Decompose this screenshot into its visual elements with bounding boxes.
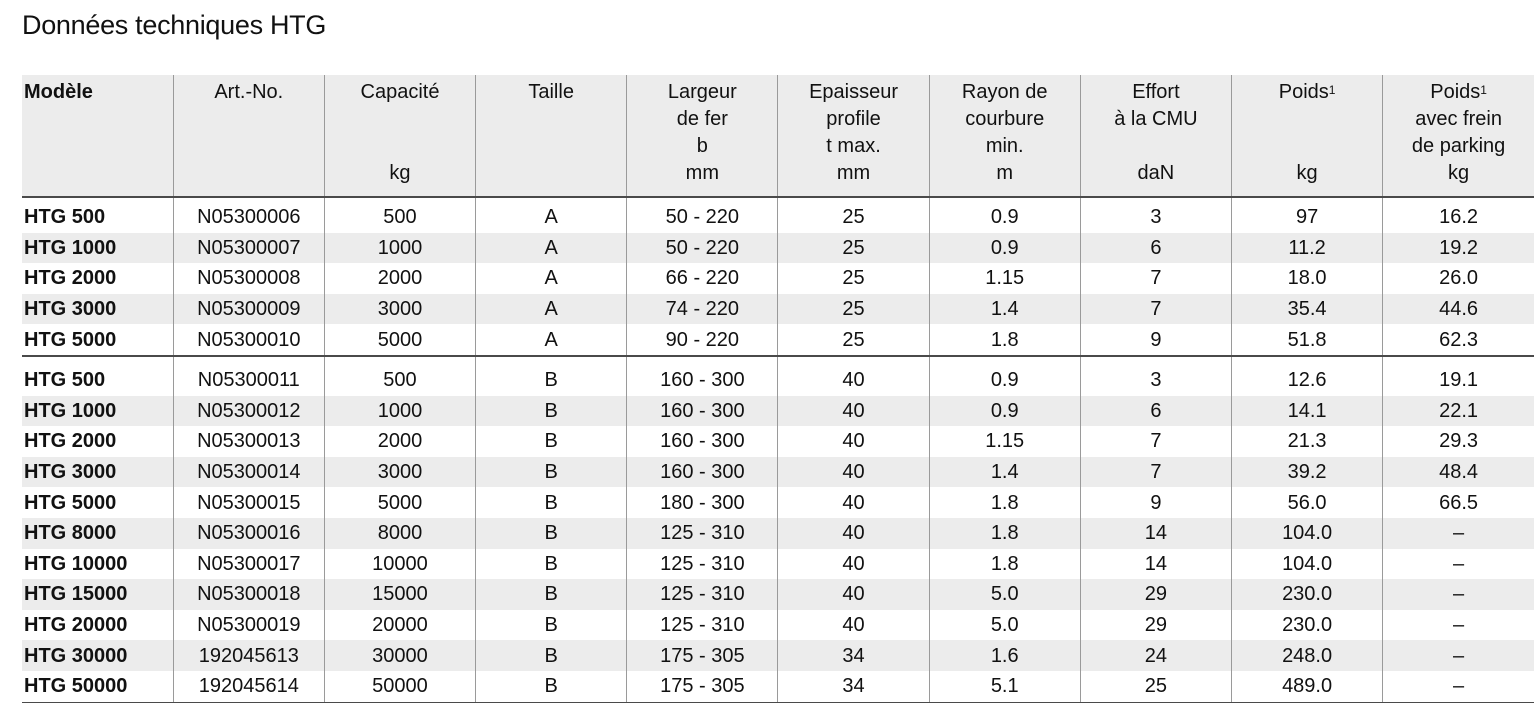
cell-model: HTG 3000 — [24, 461, 117, 484]
header-line: mm — [836, 162, 871, 184]
cell-capacity: 500 — [324, 197, 475, 233]
cell-capacity: 50000 — [324, 671, 475, 702]
cell-bend-radius: 1.8 — [929, 518, 1080, 549]
table-row — [22, 487, 1534, 518]
table-row — [22, 457, 1534, 488]
cell-flange-width: 125 - 310 — [627, 579, 778, 610]
cell-capacity: 30000 — [324, 640, 475, 671]
cell-art-no: N05300017 — [173, 549, 324, 580]
cell-art-no: N05300010 — [173, 324, 324, 356]
header-line — [1234, 79, 1380, 106]
header-line: Capacité — [360, 81, 440, 103]
cell-capacity: 500 — [324, 356, 475, 396]
header-line — [327, 106, 473, 133]
cell-bend-radius: 0.9 — [929, 233, 1080, 264]
header-row — [22, 75, 1534, 197]
cell-flange-width: 66 - 220 — [627, 263, 778, 294]
cell-size: A — [476, 233, 627, 264]
cell-capacity: 1000 — [324, 233, 475, 264]
header-line: m — [996, 162, 1014, 184]
header-line: de parking — [1411, 135, 1506, 157]
header-line: Taille — [528, 81, 574, 103]
cell-model: HTG 2000 — [24, 430, 117, 453]
cell-size: B — [476, 671, 627, 702]
cell-model: HTG 2000 — [24, 267, 117, 290]
cell-effort: 9 — [1080, 487, 1231, 518]
table-header — [22, 75, 1534, 197]
column-header-profile-thickness — [778, 75, 929, 197]
cell-weight: 104.0 — [1232, 518, 1383, 549]
cell-profile-thickness: 40 — [778, 457, 929, 488]
cell-size: B — [476, 518, 627, 549]
cell-weight: 12.6 — [1232, 356, 1383, 396]
cell-capacity: 5000 — [324, 487, 475, 518]
cell-size: B — [476, 549, 627, 580]
cell-weight-parking-brake: – — [1383, 579, 1534, 610]
cell-art-no: N05300014 — [173, 457, 324, 488]
cell-bend-radius: 1.4 — [929, 457, 1080, 488]
cell-effort: 6 — [1080, 233, 1231, 264]
cell-profile-thickness: 34 — [778, 671, 929, 702]
cell-weight-parking-brake: 19.2 — [1383, 233, 1534, 264]
cell-effort: 9 — [1080, 324, 1231, 356]
cell-effort: 14 — [1080, 518, 1231, 549]
cell-profile-thickness: 25 — [778, 324, 929, 356]
cell-effort: 29 — [1080, 579, 1231, 610]
cell-size: B — [476, 640, 627, 671]
cell-size: A — [476, 197, 627, 233]
header-line — [1083, 133, 1229, 160]
cell-profile-thickness: 40 — [778, 426, 929, 457]
cell-capacity: 8000 — [324, 518, 475, 549]
header-line: Largeur — [667, 81, 737, 103]
cell-flange-width: 175 - 305 — [627, 640, 778, 671]
cell-art-no: N05300009 — [173, 294, 324, 325]
header-line — [478, 133, 624, 160]
cell-art-no: N05300015 — [173, 487, 324, 518]
cell-model: HTG 15000 — [24, 583, 128, 606]
cell-model: HTG 5000 — [24, 328, 117, 351]
cell-effort: 3 — [1080, 197, 1231, 233]
header-line: daN — [1137, 162, 1175, 184]
cell-profile-thickness: 40 — [778, 487, 929, 518]
cell-profile-thickness: 40 — [778, 518, 929, 549]
table-body — [22, 197, 1534, 702]
header-line — [24, 133, 171, 160]
cell-weight-parking-brake: – — [1383, 640, 1534, 671]
cell-weight: 39.2 — [1232, 457, 1383, 488]
cell-size: A — [476, 324, 627, 356]
header-line: de fer — [676, 108, 728, 130]
column-header-art-no — [173, 75, 324, 197]
cell-capacity: 10000 — [324, 549, 475, 580]
table-row — [22, 356, 1534, 396]
header-line: kg — [389, 162, 411, 184]
table-row — [22, 579, 1534, 610]
cell-weight-parking-brake: – — [1383, 518, 1534, 549]
cell-art-no: N05300019 — [173, 610, 324, 641]
cell-capacity: 2000 — [324, 263, 475, 294]
table-row — [22, 263, 1534, 294]
table-row — [22, 197, 1534, 233]
cell-size: B — [476, 457, 627, 488]
header-line: mm — [685, 162, 719, 184]
cell-weight: 56.0 — [1232, 487, 1383, 518]
cell-weight-parking-brake: 48.4 — [1383, 457, 1534, 488]
cell-profile-thickness: 40 — [778, 356, 929, 396]
cell-art-no: N05300012 — [173, 396, 324, 427]
cell-weight: 489.0 — [1232, 671, 1383, 702]
cell-flange-width: 175 - 305 — [627, 671, 778, 702]
cell-art-no: N05300013 — [173, 426, 324, 457]
cell-effort: 3 — [1080, 356, 1231, 396]
cell-art-no: 192045614 — [173, 671, 324, 702]
header-line: b — [696, 135, 708, 157]
cell-effort: 14 — [1080, 549, 1231, 580]
cell-profile-thickness: 25 — [778, 294, 929, 325]
cell-art-no: N05300008 — [173, 263, 324, 294]
cell-art-no: N05300007 — [173, 233, 324, 264]
cell-effort: 7 — [1080, 263, 1231, 294]
header-line: kg — [1448, 162, 1470, 184]
cell-model: HTG 1000 — [24, 236, 117, 259]
table-row — [22, 396, 1534, 427]
cell-effort: 25 — [1080, 671, 1231, 702]
header-line — [478, 106, 624, 133]
cell-size: A — [476, 263, 627, 294]
header-line — [1234, 106, 1380, 133]
cell-model: HTG 500 — [22, 356, 173, 396]
cell-effort: 24 — [1080, 640, 1231, 671]
cell-size: B — [476, 426, 627, 457]
cell-weight-parking-brake: 44.6 — [1383, 294, 1534, 325]
header-line: courbure — [965, 108, 1045, 130]
header-line — [176, 133, 322, 160]
cell-flange-width: 50 - 220 — [627, 233, 778, 264]
table-row — [22, 671, 1534, 702]
header-line — [24, 160, 171, 187]
cell-effort: 7 — [1080, 457, 1231, 488]
header-line: Modèle — [24, 81, 93, 103]
header-line: kg — [1296, 162, 1318, 184]
cell-weight: 35.4 — [1232, 294, 1383, 325]
cell-weight-parking-brake: 19.1 — [1383, 356, 1534, 396]
cell-profile-thickness: 25 — [778, 197, 929, 233]
cell-weight: 230.0 — [1232, 610, 1383, 641]
cell-flange-width: 50 - 220 — [627, 197, 778, 233]
cell-bend-radius: 1.6 — [929, 640, 1080, 671]
cell-model: HTG 10000 — [24, 552, 128, 575]
technical-data-table — [22, 75, 1534, 703]
table-row — [22, 324, 1534, 356]
cell-art-no: N05300016 — [173, 518, 324, 549]
table-row — [22, 640, 1534, 671]
header-text: Poids — [1278, 81, 1329, 103]
column-header-capacity — [324, 75, 475, 197]
cell-bend-radius: 0.9 — [929, 197, 1080, 233]
cell-size: B — [476, 396, 627, 427]
header-line: Art.-No. — [214, 81, 284, 103]
header-line — [176, 160, 322, 187]
cell-effort: 29 — [1080, 610, 1231, 641]
cell-flange-width: 125 - 310 — [627, 549, 778, 580]
cell-capacity: 2000 — [324, 426, 475, 457]
column-header-weight — [1232, 75, 1383, 197]
cell-bend-radius: 0.9 — [929, 356, 1080, 396]
cell-flange-width: 125 - 310 — [627, 518, 778, 549]
header-line — [1385, 79, 1532, 106]
cell-size: B — [476, 610, 627, 641]
cell-weight-parking-brake: – — [1383, 610, 1534, 641]
footnote-marker: 1 — [1480, 83, 1487, 97]
table-row — [22, 426, 1534, 457]
cell-size: B — [476, 356, 627, 396]
cell-weight: 21.3 — [1232, 426, 1383, 457]
cell-weight-parking-brake: 62.3 — [1383, 324, 1534, 356]
cell-weight: 11.2 — [1232, 233, 1383, 264]
header-line: profile — [826, 108, 881, 130]
cell-model: HTG 500 — [24, 206, 106, 229]
header-line — [478, 160, 624, 187]
column-header-flange-width — [627, 75, 778, 197]
cell-flange-width: 74 - 220 — [627, 294, 778, 325]
cell-profile-thickness: 34 — [778, 640, 929, 671]
cell-effort: 6 — [1080, 396, 1231, 427]
cell-capacity: 15000 — [324, 579, 475, 610]
cell-weight: 18.0 — [1232, 263, 1383, 294]
header-line — [327, 133, 473, 160]
cell-effort: 7 — [1080, 426, 1231, 457]
column-header-size — [476, 75, 627, 197]
cell-model: HTG 20000 — [24, 614, 128, 637]
cell-art-no: N05300006 — [173, 197, 324, 233]
cell-bend-radius: 1.15 — [929, 426, 1080, 457]
cell-model: HTG 5000 — [24, 491, 117, 514]
cell-flange-width: 160 - 300 — [627, 457, 778, 488]
header-line: Effort — [1132, 81, 1180, 103]
cell-flange-width: 160 - 300 — [627, 426, 778, 457]
cell-bend-radius: 1.8 — [929, 487, 1080, 518]
cell-weight: 97 — [1232, 197, 1383, 233]
cell-bend-radius: 5.1 — [929, 671, 1080, 702]
cell-bend-radius: 1.4 — [929, 294, 1080, 325]
cell-bend-radius: 1.15 — [929, 263, 1080, 294]
cell-bend-radius: 1.8 — [929, 324, 1080, 356]
cell-size: B — [476, 487, 627, 518]
table-row — [22, 610, 1534, 641]
header-line: Epaisseur — [809, 81, 898, 103]
cell-art-no: N05300018 — [173, 579, 324, 610]
cell-effort: 7 — [1080, 294, 1231, 325]
cell-weight-parking-brake: 29.3 — [1383, 426, 1534, 457]
header-line — [176, 106, 322, 133]
table-row — [22, 549, 1534, 580]
cell-flange-width: 160 - 300 — [627, 356, 778, 396]
cell-weight-parking-brake: 66.5 — [1383, 487, 1534, 518]
cell-bend-radius: 0.9 — [929, 396, 1080, 427]
column-header-model — [22, 75, 173, 197]
cell-weight: 248.0 — [1232, 640, 1383, 671]
cell-capacity: 3000 — [324, 457, 475, 488]
table-row — [22, 233, 1534, 264]
cell-art-no: 192045613 — [173, 640, 324, 671]
cell-bend-radius: 1.8 — [929, 549, 1080, 580]
cell-size: B — [476, 579, 627, 610]
cell-weight-parking-brake: 22.1 — [1383, 396, 1534, 427]
cell-flange-width: 160 - 300 — [627, 396, 778, 427]
cell-capacity: 5000 — [324, 324, 475, 356]
cell-size: A — [476, 294, 627, 325]
cell-weight-parking-brake: – — [1383, 549, 1534, 580]
header-text: Poids — [1430, 81, 1481, 103]
column-header-weight-parking-brake — [1383, 75, 1534, 197]
cell-profile-thickness: 40 — [778, 579, 929, 610]
cell-bend-radius: 5.0 — [929, 579, 1080, 610]
table-row — [22, 294, 1534, 325]
cell-profile-thickness: 40 — [778, 396, 929, 427]
header-line: avec frein — [1415, 108, 1502, 130]
cell-capacity: 20000 — [324, 610, 475, 641]
table-row — [22, 518, 1534, 549]
cell-profile-thickness: 25 — [778, 263, 929, 294]
cell-weight-parking-brake: 26.0 — [1383, 263, 1534, 294]
cell-profile-thickness: 40 — [778, 610, 929, 641]
cell-capacity: 1000 — [324, 396, 475, 427]
header-line: Rayon de — [961, 81, 1048, 103]
cell-model: HTG 8000 — [24, 522, 117, 545]
footnote-marker: 1 — [1328, 83, 1336, 97]
column-header-effort — [1080, 75, 1231, 197]
cell-flange-width: 90 - 220 — [627, 324, 778, 356]
cell-bend-radius: 5.0 — [929, 610, 1080, 641]
cell-flange-width: 125 - 310 — [627, 610, 778, 641]
cell-weight-parking-brake: – — [1383, 671, 1534, 702]
cell-weight: 51.8 — [1232, 324, 1383, 356]
header-line — [24, 106, 171, 133]
cell-profile-thickness: 40 — [778, 549, 929, 580]
cell-model: HTG 50000 — [22, 671, 173, 702]
header-line: min. — [985, 135, 1024, 157]
cell-profile-thickness: 25 — [778, 233, 929, 264]
cell-model: HTG 30000 — [24, 644, 128, 667]
cell-weight: 14.1 — [1232, 396, 1383, 427]
header-line: t max. — [826, 135, 881, 157]
cell-weight-parking-brake: 16.2 — [1383, 197, 1534, 233]
cell-model: HTG 1000 — [24, 399, 117, 422]
cell-flange-width: 180 - 300 — [627, 487, 778, 518]
page-title: Données techniques HTG — [22, 10, 327, 40]
cell-capacity: 3000 — [324, 294, 475, 325]
cell-weight: 230.0 — [1232, 579, 1383, 610]
cell-weight: 104.0 — [1232, 549, 1383, 580]
header-line: à la CMU — [1114, 108, 1198, 130]
column-header-bend-radius — [929, 75, 1080, 197]
header-line — [1234, 133, 1380, 160]
cell-art-no: N05300011 — [173, 356, 324, 396]
cell-model: HTG 3000 — [24, 298, 117, 321]
